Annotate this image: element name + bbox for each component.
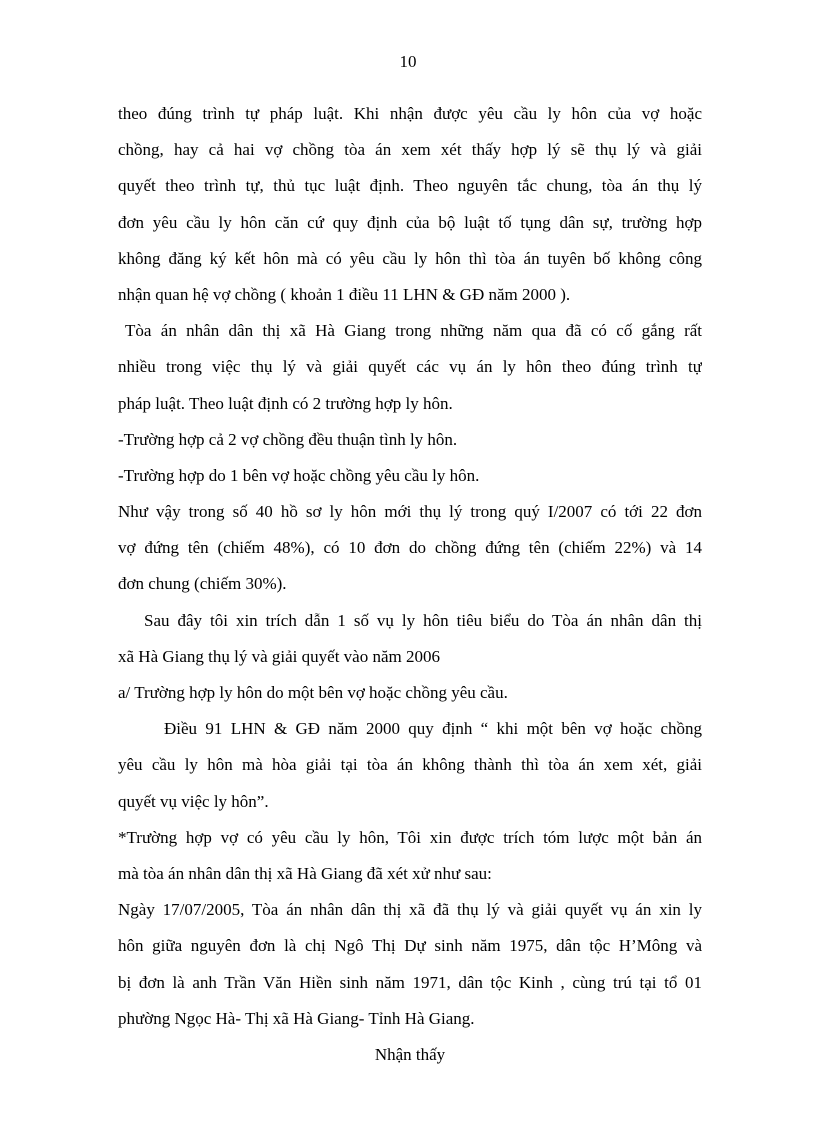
text-line: xã Hà Giang thụ lý và giải quyết vào năm 2006 — [118, 646, 440, 666]
section-heading: Nhận thấy — [374, 1044, 446, 1064]
text-line: -Trường hợp cả 2 vợ chồng đều thuận tình ly hôn. — [118, 429, 458, 449]
text-line: mà tòa án nhân dân thị xã Hà Giang đã xét xử như sau: — [118, 863, 492, 883]
text-line: a/ Trường hợp ly hôn do một bên vợ hoặc chồng yêu cầu. — [118, 683, 508, 702]
text-line: hôn giữa nguyên đơn là chị Ngô Thị Dự sinh năm 1975, dân tộc H’Mông và — [118, 936, 702, 956]
text-line: quyết vụ việc ly hôn”. — [118, 791, 269, 811]
document-body — [118, 96, 702, 1073]
text-line: Như vậy trong số 40 hồ sơ ly hôn mới thụ lý trong quý I/2007 có tới 22 đơn — [118, 502, 702, 522]
text-line: Điều 91 LHN & GĐ năm 2000 quy định “ khi một bên vợ hoặc chồng — [164, 719, 702, 739]
text-line: đơn chung (chiếm 30%). — [118, 574, 287, 594]
page-number: 10 — [399, 52, 417, 71]
text-line: vợ đứng tên (chiếm 48%), có 10 đơn do chồng đứng tên (chiếm 22%) và 14 — [118, 538, 702, 558]
text-line: theo đúng trình tự pháp luật. Khi nhận được yêu cầu ly hôn của vợ hoặc — [118, 104, 702, 123]
text-line: nhận quan hệ vợ chồng ( khoản 1 điều 11 LHN & GĐ năm 2000 ). — [118, 284, 571, 304]
text-line: không đăng ký kết hôn mà có yêu cầu ly hôn thì tòa án tuyên bố không công — [118, 248, 702, 268]
text-line: phường Ngọc Hà- Thị xã Hà Giang- Tỉnh Hà Giang. — [118, 1008, 475, 1028]
text-line: *Trường hợp vợ có yêu cầu ly hôn, Tôi xin được trích tóm lược một bản án — [118, 827, 702, 847]
text-line: Sau đây tôi xin trích dẫn 1 số vụ ly hôn tiêu biểu do Tòa án nhân dân thị — [144, 610, 702, 630]
text-line: nhiều trong việc thụ lý và giải quyết các vụ án ly hôn theo đúng trình tự — [118, 357, 702, 377]
text-line: Ngày 17/07/2005, Tòa án nhân dân thị xã đã thụ lý và giải quyết vụ án xin ly — [118, 900, 702, 920]
text-line: pháp luật. Theo luật định có 2 trường hợp ly hôn. — [118, 393, 453, 413]
text-line: quyết theo trình tự, thủ tục luật định. Theo nguyên tắc chung, tòa án thụ lý — [118, 176, 702, 196]
text-line: đơn yêu cầu ly hôn căn cứ quy định của bộ luật tố tụng dân sự, trường hợp — [118, 212, 702, 232]
text-line: yêu cầu ly hôn mà hòa giải tại tòa án không thành thì tòa án xem xét, giải — [118, 755, 702, 775]
text-line: Tòa án nhân dân thị xã Hà Giang trong những năm qua đã có cố gắng rất — [125, 321, 702, 341]
text-line: bị đơn là anh Trần Văn Hiền sinh năm 1971, dân tộc Kinh , cùng trú tại tổ 01 — [118, 972, 702, 992]
text-line: chồng, hay cả hai vợ chồng tòa án xem xét thấy hợp lý sẽ thụ lý và giải — [118, 140, 702, 160]
text-line: -Trường hợp do 1 bên vợ hoặc chồng yêu cầu ly hôn. — [118, 465, 480, 485]
